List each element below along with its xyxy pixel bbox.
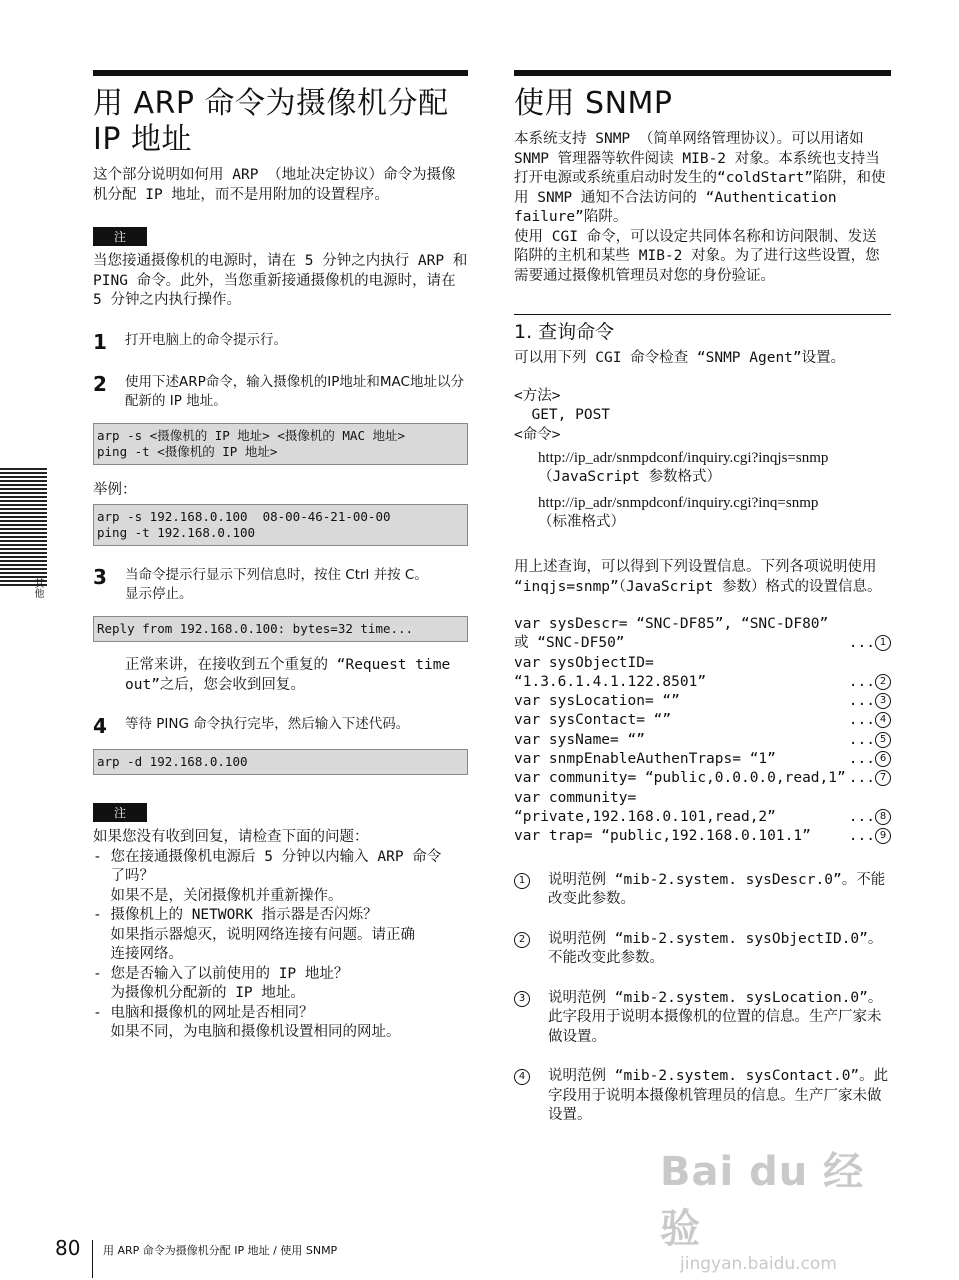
step-2 <box>93 373 468 411</box>
note-line: 如果不同，为电脑和摄像机设置相同的网址。 <box>93 1024 401 1040</box>
example-label: 举例： <box>93 481 137 498</box>
step-3 <box>93 566 468 604</box>
right-intro: 本系统支持 SNMP （简单网络管理协议）。可以用诸如 SNMP 管理器等软件阅读 MIB-2 对象。本系统也支持当打开电源或系统重启动时发生的“coldStart”陷阱，和使用 SNMP 通知不合法访问的 “Authentication failure”陷阱。 <box>514 131 886 225</box>
note-line: 如果不是，关闭摄像机并重新操作。 <box>93 887 343 904</box>
page-number: 80 <box>55 1236 81 1260</box>
note-line: - 电脑和摄像机的网址是否相同？ <box>93 1004 314 1021</box>
step-number: 4 <box>93 714 107 738</box>
circled-number: 7 <box>875 770 891 786</box>
step-number: 2 <box>93 371 107 396</box>
left-intro: 这个部分说明如何用 ARP （地址决定协议）命令为摄像机分配 IP 地址，而不是用附加的设置程序。 <box>93 167 456 203</box>
var-mark: ... 5 <box>849 731 891 750</box>
code-arp-delete: arp -d 192.168.0.100 <box>93 749 468 775</box>
url-standard: http://ip_adr/snmpdconf/inquiry.cgi?inq=snmp <box>538 494 819 511</box>
circled-number: 2 <box>514 932 530 948</box>
command-label: <命令> <box>514 426 561 443</box>
right-column <box>514 70 891 1126</box>
step-text: 等待 PING 命令执行完毕，然后输入下述代码。 <box>125 716 410 732</box>
circled-number: 1 <box>514 873 530 889</box>
circled-number: 2 <box>875 674 891 690</box>
note-1: 当您接通摄像机的电源时，请在 5 分钟之内执行 ARP 和 PING 命令。此外，当您重新接通摄像机的电源时，请在 5 分钟之内执行操作。 <box>93 253 468 308</box>
var-line: var community= “public,0.0.0.0,read,1” ... 7 <box>514 769 891 788</box>
note-line: 如果指示器熄灭，说明网络连接有问题。请正确 <box>93 926 415 943</box>
circled-number: 4 <box>875 712 891 728</box>
circled-number: 6 <box>875 751 891 767</box>
note-2 <box>93 828 468 1043</box>
section-rule <box>514 70 891 76</box>
section-title: 1. 查询命令 <box>514 314 891 345</box>
var-list <box>514 615 891 847</box>
step-subtext: 显示停止。 <box>125 586 193 602</box>
var-mark: ... 7 <box>849 769 891 788</box>
var-mark: ... 1 <box>849 634 891 653</box>
circled-number: 3 <box>514 991 530 1007</box>
step3-after: 正常来讲，在接收到五个重复的 “Request time out”之后，您会收到回复。 <box>125 657 451 693</box>
note-label: 注 <box>93 803 147 822</box>
desc-text: 说明范例 “mib-2.system. sysContact.0”。此字段用于说明本摄像机管理员的信息。生产厂家未做设置。 <box>548 1068 889 1124</box>
var-mark: ... 2 <box>849 673 891 692</box>
circled-number: 1 <box>875 635 891 651</box>
query-description: 用上述查询，可以得到下列设置信息。下列各项说明使用 “inqjs=snmp”（JavaScript 参数）格式的设置信息。 <box>514 559 882 595</box>
note-line: - 您是否输入了以前使用的 IP 地址？ <box>93 965 349 982</box>
desc-text: 说明范例 “mib-2.system. sysLocation.0”。此字段用于说明本摄像机的位置的信息。生产厂家未做设置。 <box>548 989 883 1045</box>
method-value: GET, POST <box>514 407 611 423</box>
footer-text: 用 ARP 命令为摄像机分配 IP 地址 / 使用 SNMP <box>103 1244 338 1257</box>
section-rule <box>93 70 468 76</box>
var-line: var sysName= “” ... 5 <box>514 731 891 750</box>
watermark <box>660 1140 890 1274</box>
code-arp-example: arp -s 192.168.0.100 08-00-46-21-00-00 ping -t 192.168.0.100 <box>93 504 468 546</box>
right-title: 使用 SNMP <box>514 86 673 121</box>
left-column <box>93 70 468 1043</box>
step-4 <box>93 715 468 737</box>
step-1 <box>93 331 468 353</box>
url-javascript-note: （JavaScript 参数格式） <box>538 469 722 485</box>
var-mark: ... 9 <box>849 827 891 846</box>
note-line: 如果您没有收到回复，请检查下面的问题： <box>93 829 369 845</box>
var-line: var community= <box>514 789 637 806</box>
step-text: 使用下述ARP命令，输入摄像机的IP地址和MAC地址以分配新的 IP 地址。 <box>125 373 464 409</box>
desc-text: 说明范例 “mib-2.system. sysDescr.0”。不能改变此参数。 <box>548 871 886 908</box>
circled-number: 5 <box>875 732 891 748</box>
note-label: 注 <box>93 227 147 246</box>
watermark-url: jingyan.baidu.com <box>680 1254 837 1274</box>
circled-number: 9 <box>875 828 891 844</box>
desc-item <box>514 871 891 910</box>
var-line: var sysDescr= “SNC-DF85”, “SNC-DF80” <box>514 616 829 632</box>
left-title-line2: IP 地址 <box>93 122 192 157</box>
var-line: var sysObjectID= <box>514 654 654 671</box>
left-title-line1: 用 ARP 命令为摄像机分配 <box>93 86 449 121</box>
note-line: - 摄像机上的 NETWORK 指示器是否闪烁？ <box>93 907 378 923</box>
var-line: “1.3.6.1.4.1.122.8501” ... 2 <box>514 673 891 692</box>
var-line: 或 “SNC-DF50” ... 1 <box>514 634 891 653</box>
method-label: <方法> <box>514 387 561 404</box>
var-line: var snmpEnableAuthenTraps= “1” ... 6 <box>514 750 891 769</box>
step-text: 当命令提示行显示下列信息时，按住 Ctrl 并按 C。 <box>125 567 428 583</box>
right-intro-2: 使用 CGI 命令，可以设定共同体名称和访问限制、发送陷阱的主机和某些 MIB-2 对象。为了进行这些设置，您需要通过摄像机管理员对您的身份验证。 <box>514 228 880 284</box>
var-line: “private,192.168.0.101,read,2” ... 8 <box>514 808 891 827</box>
step-number: 3 <box>93 565 107 589</box>
step-text: 打开电脑上的命令提示行。 <box>125 331 287 348</box>
note-line: 了吗？ <box>93 868 154 884</box>
desc-list <box>514 871 891 1126</box>
desc-text: 说明范例 “mib-2.system. sysObjectID.0”。不能改变此参数。 <box>548 930 883 967</box>
side-tab-stripes <box>0 468 47 586</box>
left-title <box>93 86 468 158</box>
circled-number: 8 <box>875 809 891 825</box>
url-javascript: http://ip_adr/snmpdconf/inquiry.cgi?inqjs=snmp <box>538 450 829 466</box>
footer-divider <box>92 1240 93 1278</box>
watermark-logo: Bai du 经验 <box>660 1149 865 1252</box>
side-label: 其他 <box>32 578 43 598</box>
note-line: 连接网络。 <box>93 946 183 962</box>
circled-number: 4 <box>514 1069 530 1085</box>
var-mark: ... 8 <box>849 808 891 827</box>
var-line: var trap= “public,192.168.0.101.1” ... 9 <box>514 827 891 846</box>
var-mark: ... 6 <box>849 750 891 769</box>
var-mark: ... 3 <box>849 692 891 711</box>
desc-item <box>514 989 891 1048</box>
var-line: var sysLocation= “” ... 3 <box>514 692 891 711</box>
url-standard-note: （标准格式） <box>538 513 625 530</box>
var-mark: ... 4 <box>849 711 891 730</box>
section-intro: 可以用下列 CGI 命令检查 “SNMP Agent”设置。 <box>514 350 846 366</box>
code-reply: Reply from 192.168.0.100: bytes=32 time... <box>93 616 468 642</box>
desc-item <box>514 930 891 969</box>
note-line: 为摄像机分配新的 IP 地址。 <box>93 985 305 1001</box>
code-arp-template: arp -s <摄像机的 IP 地址> <摄像机的 MAC 地址> ping -t <摄像机的 IP 地址> <box>93 423 468 465</box>
circled-number: 3 <box>875 693 891 709</box>
desc-item <box>514 1067 891 1126</box>
step-number: 1 <box>93 329 107 354</box>
var-line: var sysContact= “” ... 4 <box>514 711 891 730</box>
note-line: - 您在接通摄像机电源后 5 分钟以内输入 ARP 命令 <box>93 848 442 865</box>
